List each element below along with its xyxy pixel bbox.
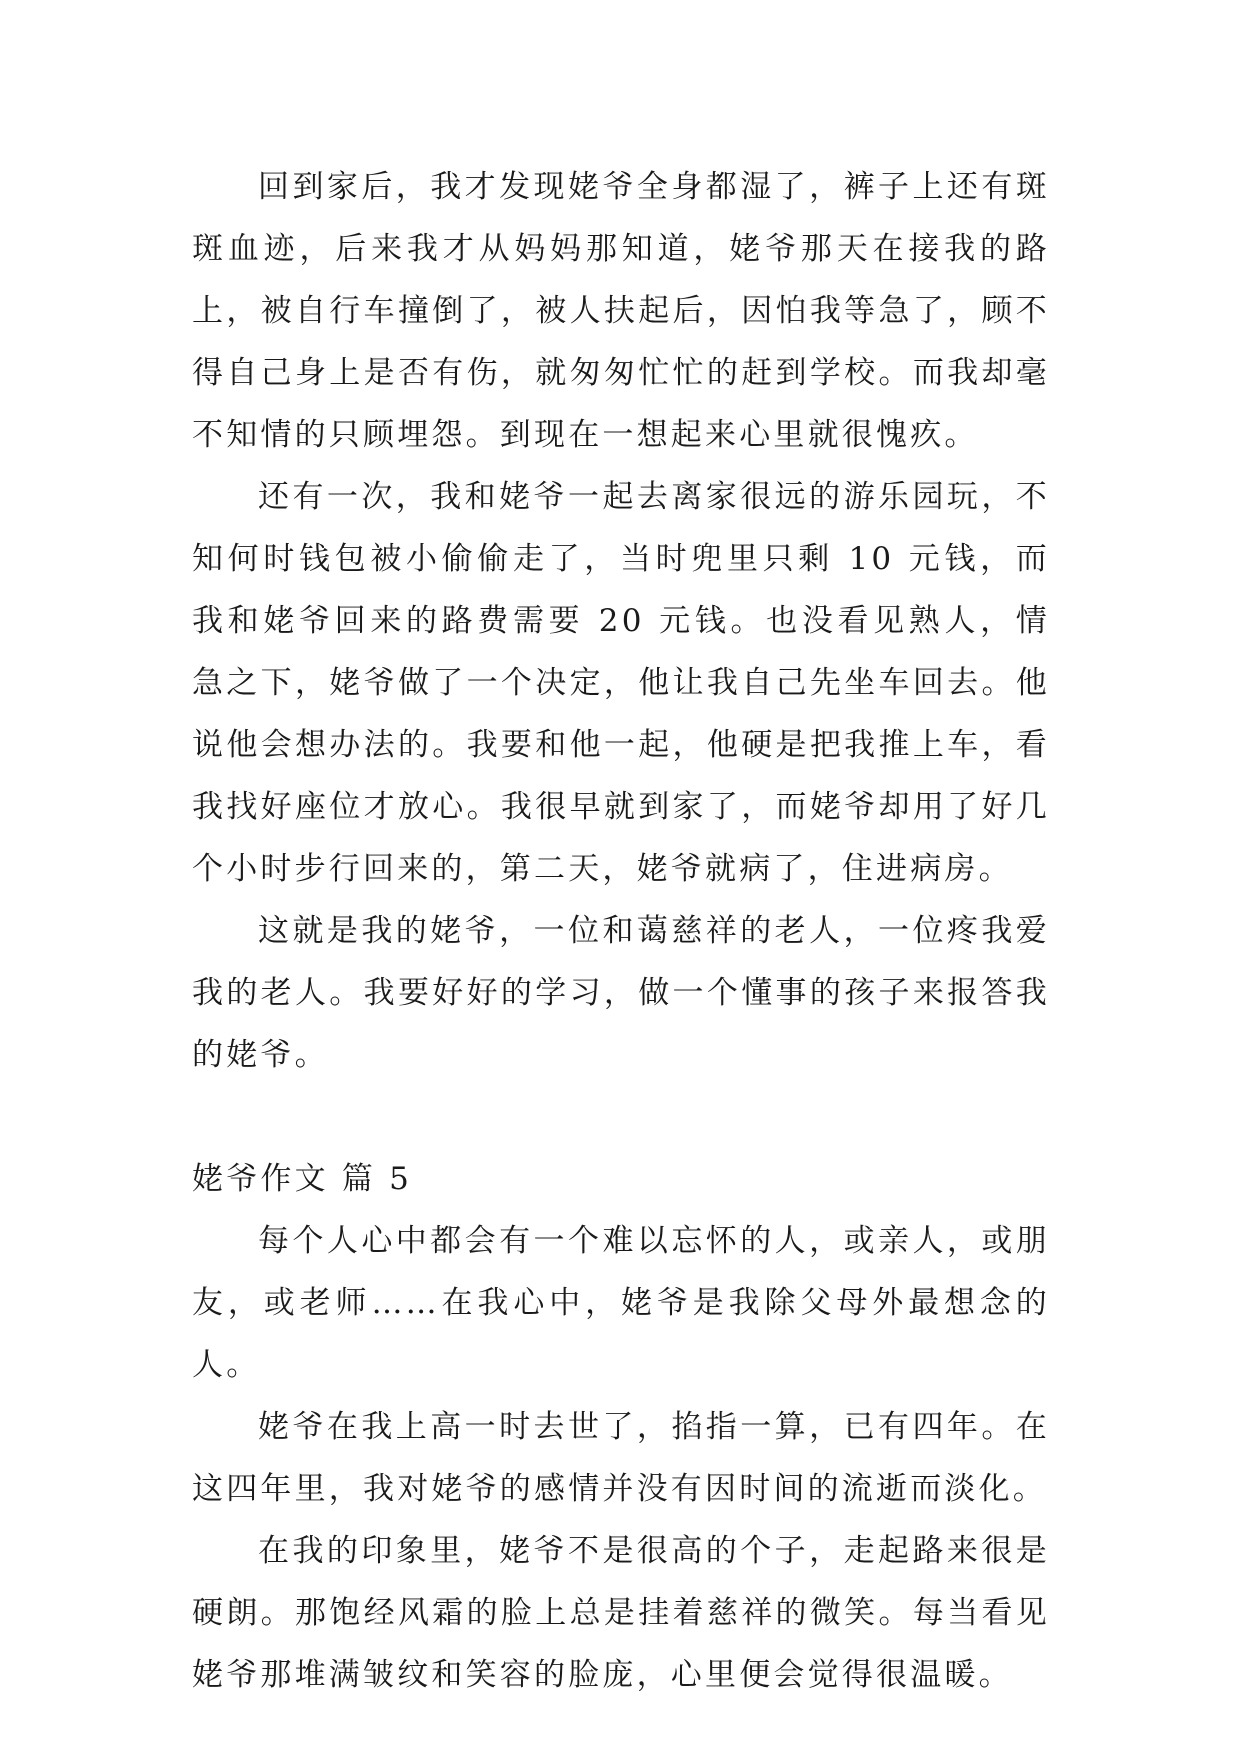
paragraph: 回到家后，我才发现姥爷全身都湿了，裤子上还有斑斑血迹，后来我才从妈妈那知道，姥爷那天在接我的路上，被自行车撞倒了，被人扶起后，因怕我等急了，顾不得自己身上是否有伤，就匆匆忙忙的赶到学校。而我却毫不知情的只顾埋怨。到现在一想起来心里就很愧疚。 bbox=[192, 169, 1050, 453]
section-heading: 姥爷作文 篇 5 bbox=[192, 1161, 413, 1197]
paragraph: 还有一次，我和姥爷一起去离家很远的游乐园玩，不知何时钱包被小偷偷走了，当时兜里只剩 10 元钱，而我和姥爷回来的路费需要 20 元钱。也没看见熟人，情急之下，姥爷做了一个决定，他让我自己先坐车回去。他说他会想办法的。我要和他一起，他硬是把我推上车，看我找好座位才放心。我很早就到家了，而姥爷却用了好几个小时步行回来的，第二天，姥爷就病了，住进病房。 bbox=[192, 479, 1050, 887]
section-spacer bbox=[192, 1086, 1050, 1148]
paragraph: 在我的印象里，姥爷不是很高的个子，走起路来很是硬朗。那饱经风霜的脸上总是挂着慈祥的微笑。每当看见姥爷那堆满皱纹和笑容的脸庞，心里便会觉得很温暖。 bbox=[192, 1533, 1050, 1693]
paragraph: 每个人心中都会有一个难以忘怀的人，或亲人，或朋友，或老师……在我心中，姥爷是我除父母外最想念的人。 bbox=[192, 1223, 1050, 1383]
document-page bbox=[192, 156, 1050, 1706]
paragraph: 这就是我的姥爷，一位和蔼慈祥的老人，一位疼我爱我的老人。我要好好的学习，做一个懂事的孩子来报答我的姥爷。 bbox=[192, 913, 1050, 1073]
paragraph: 姥爷在我上高一时去世了，掐指一算，已有四年。在这四年里，我对姥爷的感情并没有因时间的流逝而淡化。 bbox=[192, 1409, 1050, 1507]
